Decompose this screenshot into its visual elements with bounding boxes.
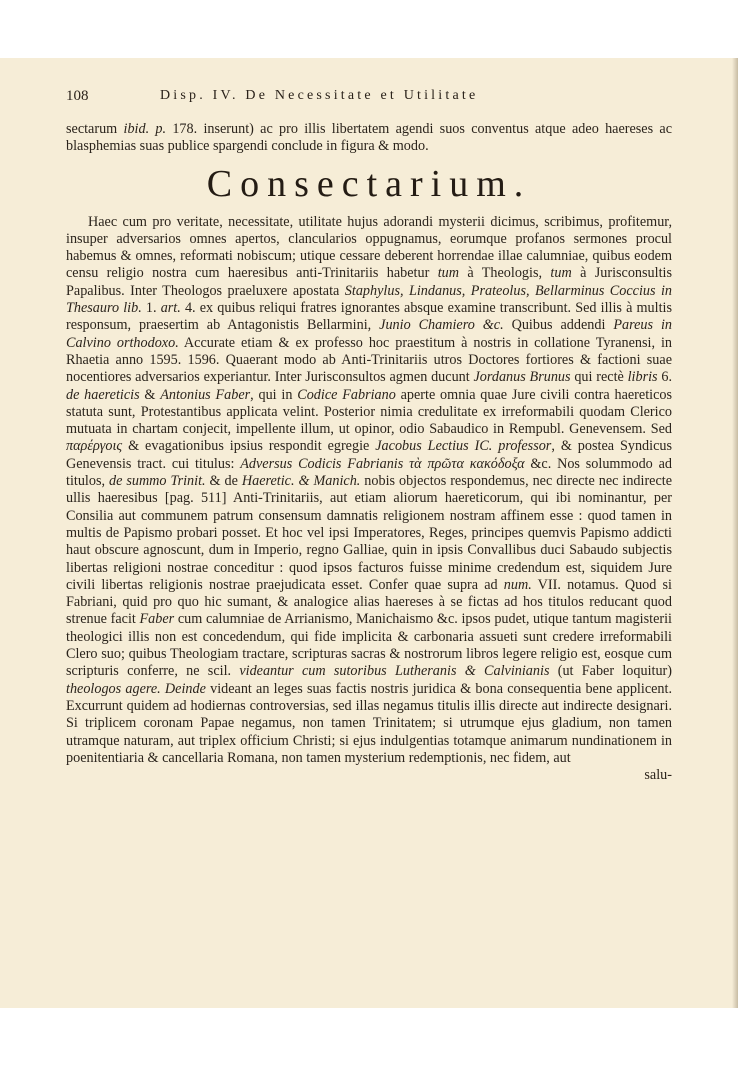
paragraph-text-run: Haec cum pro veritate, necessitate, utilitate hujus adorandi mysterii dicimus, scribimus, profitemur, insuper adversarios omnes apertos, clancularios oppugnamus, eorumque profanos sermones procul habemus & omnes, reformati nobiscum; utique cessare deberent horrendae illae calumniae, quibus eodem censu religio nostra cum haeresibus anti-Trinitariis habetur bbox=[66, 213, 672, 282]
paragraph-text-run: VII. notamus. Quod si Fabriani, quid pro quo hic sumant, & analogice alias haereses à se fictas ad hos titulos reducant quod strenue facit bbox=[66, 576, 672, 628]
paragraph-text-run: &c. Nos solummodo ad titulos, bbox=[66, 455, 673, 490]
paragraph-text-run: , qui in bbox=[250, 386, 298, 403]
paragraph-text-run: tum bbox=[550, 265, 572, 282]
intro-text-run: sectarum bbox=[66, 121, 124, 137]
paragraph-text-run: cum calumniae de Arrianismo, Manichaismo &c. ipsos pudet, utique tantum magisterii theologici illis non est concedendum, qui fide implicita & carbonaria assueti sunt credere irreformabili Clero suo; quibus Theologiam tractare, scripturas sacras & nostrorum libros legere religio est, eosque cum scripturis conferre, ne scil. bbox=[66, 611, 672, 680]
paragraph-text-run: aperte omnia quae Jure civili contra haereticos statuta sunt, Protestantibus applicata velint. Posterior nimia credulitate ex irreformabili quodam Clerico mutuata in chartam conjecit, impellente illum, ut opinor, odio Sabaudico in Rempubl. Genevensem. Sed bbox=[66, 386, 672, 438]
paragraph-text-run: de summo Trinit. bbox=[108, 473, 206, 490]
paragraph-text-run: de haereticis bbox=[66, 386, 140, 403]
paragraph-text-run: παρέργοις bbox=[66, 438, 123, 455]
paragraph-text-run: theologos agere. Deinde bbox=[66, 680, 206, 697]
paragraph-text-run: videant an leges suas factis nostris juridica & bona consequentia bene applicent. Excurrunt quidem ad hodiernas controversias, sed illas negamus titulis illis directe aut indirecte designari. Si triplicem coronam Papae negamus, non tamen Trinitatem; si utrumque ejus gladium, non tamen utramque naturam, aut triplex officium Christi; si ejus indulgentias totamque animarum nundinationem in poenitentiaria & cancellaria Romana, non tamen mysterium redemptionis, nec fidem, aut bbox=[66, 680, 672, 766]
catchword: salu- bbox=[644, 767, 672, 784]
paragraph-text-run: Faber bbox=[139, 611, 175, 628]
paragraph-text-run: num. bbox=[503, 576, 532, 593]
paragraph-text-run: nobis objectos respondemus, nec directe nec indirecte ullis haeresibus [pag. 511] Anti-Trinitariis, aut etiam aliorum haereticorum, qui ibi nominantur, per Consilia aut communem patrum consensum damnatis religionem nostram affinem esse : quod tamen in multis de Papismo probari posset. Et hoc vel ipsi Imperatores, Reges, principes quemvis Papismo addicti haut obscure agnoscunt, dum in Imperio, regno Galliae, quin in ipsis Convallibus duci Sabaudo subjectis libertas religioni nostrae conceditur : quod ipsos facturos fuisse minime credendum est, siquidem Jure civili libertas religionis nostrae praejudicata esset. Confer quae supra ad bbox=[66, 473, 673, 593]
body-text bbox=[66, 121, 672, 784]
paragraph-text-run: 1. bbox=[141, 300, 161, 317]
section-title: Consectarium. bbox=[206, 162, 532, 205]
paragraph-text-run: 4. ex quibus reliqui fratres ignorantes absque examine transcribunt. Sed illis à multis responsum, praesertim ab Antagonistis Bellarmini, bbox=[66, 300, 673, 334]
paragraph-text-run: Antonius Faber bbox=[160, 386, 251, 403]
paragraph-text-run: Haeretic. & Manich. bbox=[241, 473, 361, 490]
paragraph-text-run: Quibus addendi bbox=[503, 317, 614, 334]
paragraph-text-run: & evagationibus ipsius respondit egregie bbox=[122, 438, 376, 455]
page-edge-shadow bbox=[732, 58, 738, 1008]
paragraph-text-run: Junio Chamiero &c. bbox=[379, 317, 504, 334]
paragraph-text-run: videantur cum sutoribus Lutheranis & Calvinianis bbox=[239, 663, 550, 680]
intro-paragraph bbox=[66, 121, 672, 156]
running-head: Disp. IV. De Necessitate et Utilitate bbox=[160, 88, 479, 103]
paragraph-text-run: Pareus in Calvino orthodoxo. bbox=[66, 317, 672, 351]
paragraph-text-run: Adversus Codicis Fabrianis τὰ πρῶτα κακόδοξα bbox=[240, 455, 525, 472]
paragraph-text-run: & bbox=[139, 386, 161, 403]
main-paragraph bbox=[66, 214, 672, 768]
paragraph-text-run: tum bbox=[437, 265, 459, 282]
paragraph-text-run: Codice Fabriano bbox=[297, 386, 396, 403]
paragraph-text-run: (ut Faber loquitur) bbox=[549, 663, 672, 680]
paragraph-text-run: 6. bbox=[657, 369, 672, 386]
paragraph-text-run: Jacobus Lectius IC. professor bbox=[375, 438, 552, 455]
page-number: 108 bbox=[66, 88, 89, 104]
page-header bbox=[66, 88, 672, 108]
paragraph-text-run: libris bbox=[627, 369, 658, 386]
paragraph-text-run: , & postea Syndicus Genevensis tract. cui titulus: bbox=[66, 438, 672, 472]
paragraph-text-run: & de bbox=[205, 473, 242, 490]
intro-text-run: ibid. p. bbox=[123, 121, 167, 137]
paragraph-text-run: Jordanus Brunus bbox=[473, 369, 571, 386]
paragraph-text-run: Staphylus, Lindanus, Prateolus, Bellarminus Coccius in Thesauro lib. bbox=[66, 282, 673, 317]
paragraph-text-run: à Jurisconsultis Papalibus. Inter Theologos praeluxere apostata bbox=[66, 265, 672, 299]
paragraph-text-run: art. bbox=[160, 300, 181, 317]
paragraph-text-run: à Theologis, bbox=[458, 265, 551, 282]
intro-text-run: 178. inserunt) ac pro illis libertatem agendi suos conventus atque adeo haereses ac blasphemias suas publice spargendi conclude in figura & modo. bbox=[66, 121, 672, 155]
paragraph-text-run: Accurate etiam & ex professo hoc praestitum à nostris in collatione Tyranensi, in Rhaetia anno 1595. 1596. Quaerant modo ab Anti-Trinitariis utros Doctores fortiores & factioni suae nocentiores adversarios experiantur. Inter Jurisconsultos agmen ducunt bbox=[66, 334, 673, 386]
paragraph-text-run: qui rectè bbox=[570, 369, 628, 386]
